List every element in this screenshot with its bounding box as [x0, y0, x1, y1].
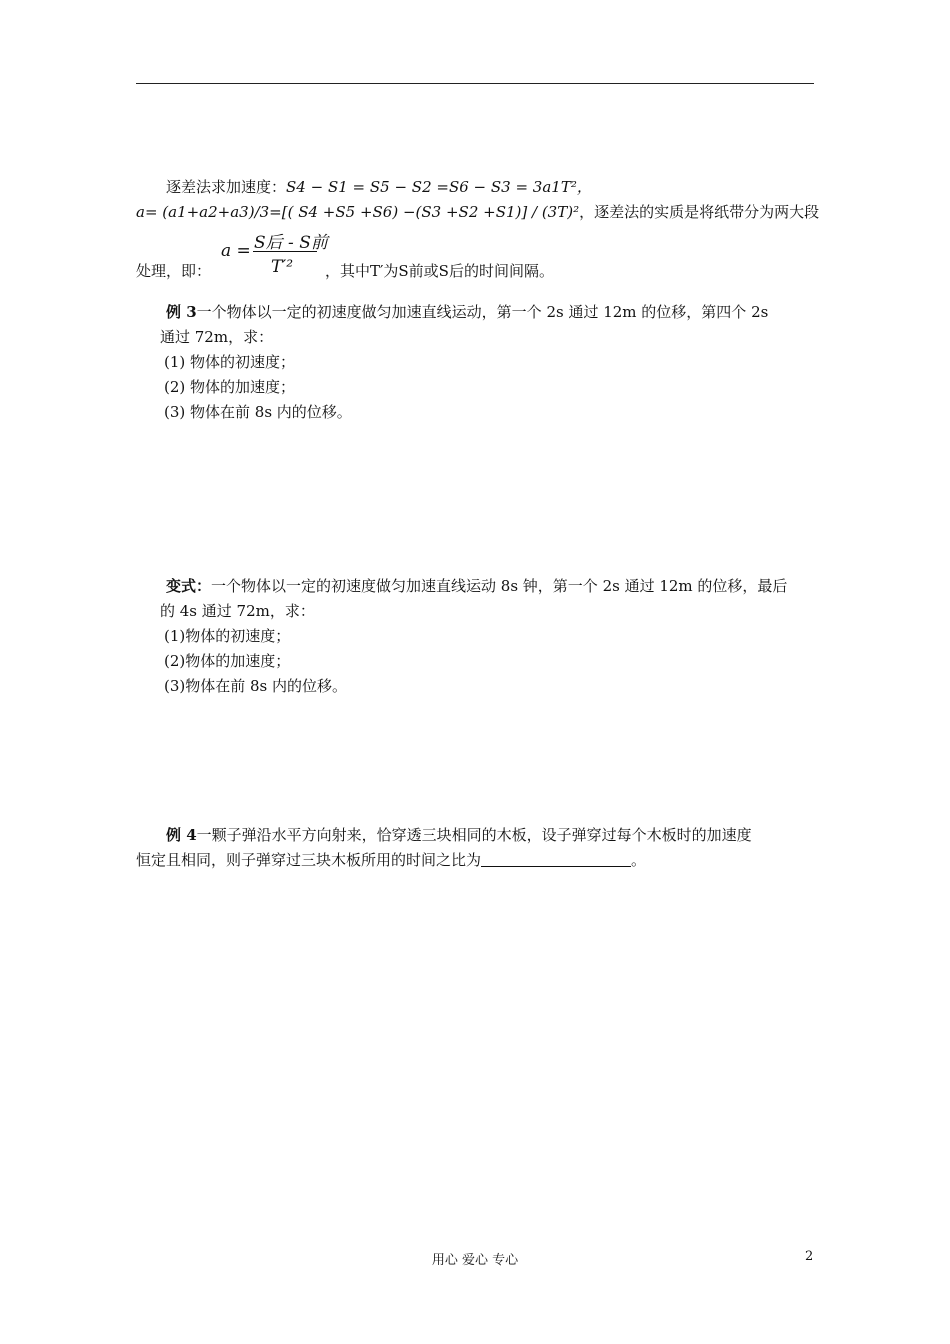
- example3-label: 例 3: [166, 303, 197, 321]
- fraction-bar: [253, 251, 317, 252]
- example4-text-1: 一颗子弹沿水平方向射来，恰穿透三块相同的木板，设子弹穿过每个木板时的加速度: [196, 826, 752, 844]
- example3-item-3: (3) 物体在前 8s 内的位移。: [164, 403, 352, 421]
- example3-text-1: 一个物体以一定的初速度做匀加速直线运动，第一个 2s 通过 12m 的位移，第四个 2s: [196, 303, 769, 321]
- header-rule: [136, 83, 814, 84]
- fraction-lhs: [221, 241, 251, 261]
- example4-line-2: [136, 851, 646, 869]
- variant-line-1: [166, 577, 787, 595]
- fraction-denominator: T′²: [271, 257, 294, 277]
- method-line-2: [136, 203, 819, 221]
- method-line-3-suffix: ，其中T′为S前或S后的时间间隔。: [325, 262, 554, 280]
- variant-label: 变式：: [166, 577, 212, 595]
- example4-text-2-end: 。: [631, 851, 647, 869]
- variant-item-2: (2)物体的加速度；: [164, 652, 291, 670]
- variant-item-1: (1)物体的初速度；: [164, 627, 291, 645]
- method-line-1-formula: S4 − S1 = S5 − S2 =S6 − S3 = 3a1T²，: [286, 178, 592, 196]
- page-number: 2: [805, 1249, 814, 1264]
- example4-label: 例 4: [166, 826, 197, 844]
- example4-line-1: [166, 826, 752, 844]
- example3-line-1: [166, 303, 768, 321]
- method-line-1: [166, 178, 592, 196]
- method-line-2-text: ，逐差法的实质是将纸带分为两大段: [579, 203, 820, 221]
- example3-item-2: (2) 物体的加速度；: [164, 378, 296, 396]
- footer-motto: 用心 爱心 专心: [431, 1253, 519, 1268]
- example3-item-1: (1) 物体的初速度；: [164, 353, 296, 371]
- method-line-3-prefix: 处理，即：: [136, 262, 212, 280]
- fraction-numerator: S后 - S前: [254, 233, 328, 253]
- method-line-2-formula: a= (a1+a2+a3)/3=[( S4 +S5 +S6) −(S3 +S2 +S1)] / (3T)²: [136, 203, 580, 221]
- answer-blank[interactable]: [481, 852, 631, 867]
- variant-item-3: (3)物体在前 8s 内的位移。: [164, 677, 348, 695]
- method-line-1-prefix: 逐差法求加速度：: [166, 178, 287, 196]
- fraction-lhs-text: a =: [221, 241, 251, 261]
- example3-text-2: 通过 72m，求：: [160, 328, 274, 346]
- example4-text-2: 恒定且相同，则子弹穿过三块木板所用的时间之比为: [136, 851, 482, 869]
- variant-text-1: 一个物体以一定的初速度做匀加速直线运动 8s 钟，第一个 2s 通过 12m 的位移，最后: [211, 577, 788, 595]
- variant-text-2: 的 4s 通过 72m，求：: [160, 602, 315, 620]
